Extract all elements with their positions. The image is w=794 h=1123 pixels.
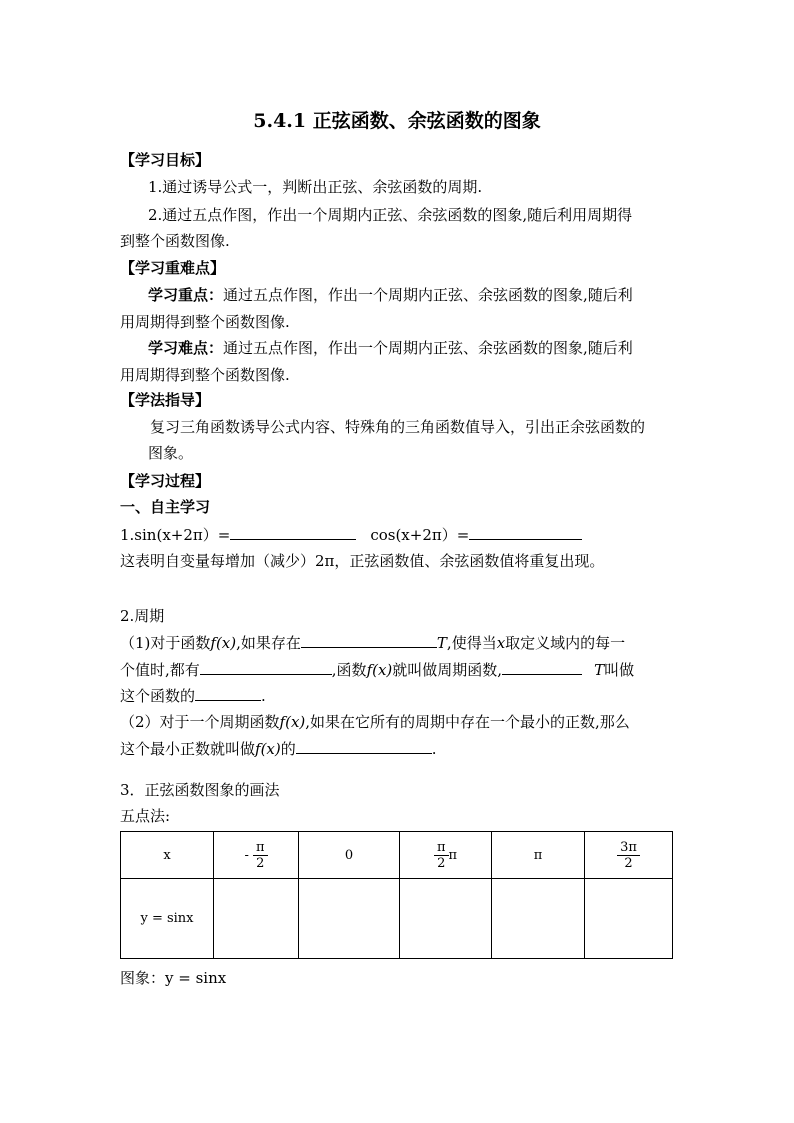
cell-pi-over-2 — [400, 832, 492, 879]
period-blank[interactable] — [195, 685, 261, 701]
q1-note: 这表明自变量每增加（减少）2π，正弦函数值、余弦函数值将重复出现。 — [120, 552, 605, 570]
page-title: 5.4.1 正弦函数、余弦函数的图象 — [253, 110, 541, 132]
p2-end: . — [431, 740, 437, 758]
difficulty-text: 通过五点作图，作出一个周期内正弦、余弦函数的图象,随后利 — [223, 339, 633, 357]
five-point-label: 五点法: — [120, 807, 171, 825]
p1-text-f: ,函数 — [331, 661, 367, 679]
cell-zero: 0 — [299, 832, 400, 879]
cell-y-2[interactable] — [299, 879, 400, 959]
period-def-line3 — [120, 685, 266, 706]
goal-item-2-line1: 2.通过五点作图，作出一个周期内正弦、余弦函数的图象,随后利用周期得 — [148, 206, 633, 224]
difficulty-line1 — [148, 338, 633, 358]
p1-text-c: ,使得当 — [446, 634, 497, 652]
difficulty-label: 学习难点： — [148, 339, 224, 357]
p1-text-a: （1)对于函数 — [120, 634, 211, 652]
focus-text: 通过五点作图，作出一个周期内正弦、余弦函数的图象,随后利 — [223, 286, 633, 304]
p2-text-d: 的 — [280, 740, 296, 758]
min-period-blank[interactable] — [296, 738, 432, 754]
goal-item-2-line2: 到整个函数图像. — [120, 232, 230, 250]
frac-den: 2 — [624, 855, 633, 871]
cell-y-4[interactable] — [492, 879, 585, 959]
neg-sign: - — [244, 847, 249, 863]
focus-line2: 用周期得到整个函数图像. — [120, 313, 290, 331]
cell-neg-pi-over-2 — [214, 832, 299, 879]
p1-end: . — [261, 687, 266, 705]
q1-line — [120, 524, 582, 545]
frac-num: π — [253, 840, 268, 856]
guide-heading: 【学法指导】 — [120, 391, 211, 409]
frac-den: 2 — [256, 855, 265, 871]
goal-item-1: 1.通过诱导公式一，判断出正弦、余弦函数的周期. — [148, 178, 483, 196]
cell-y-5[interactable] — [585, 879, 673, 959]
focus-line1 — [148, 285, 633, 305]
p2-text-c: 这个最小正数就叫做 — [120, 740, 256, 758]
p1-text-g: 就叫做周期函数, — [392, 661, 503, 679]
min-period-line2 — [120, 738, 437, 759]
cell-y-1[interactable] — [214, 879, 299, 959]
cell-pi: π — [492, 832, 585, 879]
p1-fx2: f(x) — [366, 661, 393, 679]
p1-text-b: ,如果存在 — [236, 634, 301, 652]
table-row-x — [121, 832, 673, 879]
goals-heading: 【学习目标】 — [120, 151, 211, 169]
frac-num: π — [434, 840, 449, 856]
equation-blank[interactable] — [200, 659, 332, 675]
p1-text-h: 叫做 — [604, 661, 635, 679]
sine-graph-heading: 3．正弦函数图象的画法 — [120, 781, 280, 799]
p1-text-d: 取定义域内的每一 — [505, 634, 626, 652]
q1-sin-text: 1.sin(x+2π）= — [120, 526, 231, 544]
cell-y-label: y = sinx — [121, 879, 214, 959]
nonzero-blank-2[interactable] — [502, 659, 582, 675]
pi-tail: π — [448, 847, 458, 863]
frac-pi-over-2 — [253, 840, 268, 871]
p2-text-a: （2）对于一个周期函数 — [120, 713, 280, 731]
cell-x-label: x — [121, 832, 214, 879]
guide-line1: 复习三角函数诱导公式内容、特殊角的三角函数值导入，引出正余弦函数的 — [150, 418, 646, 436]
period-def-line1 — [120, 632, 625, 653]
guide-line2: 图象。 — [148, 444, 194, 462]
process-heading: 【学习过程】 — [120, 472, 211, 490]
p2-fx2: f(x) — [255, 740, 281, 758]
p1-fx: f(x) — [210, 634, 237, 652]
five-point-table — [120, 831, 673, 959]
cell-3pi-over-2 — [585, 832, 673, 879]
nonzero-constant-blank[interactable] — [301, 632, 437, 648]
difficulty-line2: 用周期得到整个函数图像. — [120, 366, 290, 384]
p1-T2: T — [594, 661, 605, 679]
period-heading: 2.周期 — [120, 607, 165, 625]
key-points-heading: 【学习重难点】 — [120, 259, 226, 277]
frac-num: 3π — [617, 840, 640, 856]
p2-fx: f(x) — [279, 713, 306, 731]
q1-cos-blank[interactable] — [469, 524, 582, 540]
section-self-study: 一、自主学习 — [120, 498, 211, 516]
p1-text-i: 这个函数的 — [120, 687, 196, 705]
graph-label: 图象：y = sinx — [120, 969, 227, 987]
frac-pi-over-2b — [434, 840, 449, 871]
q1-sin-blank[interactable] — [230, 524, 356, 540]
period-def-line2 — [120, 659, 634, 680]
q1-cos-text: cos(x+2π）= — [370, 526, 470, 544]
frac-3pi-over-2 — [617, 840, 640, 871]
min-period-line1 — [120, 712, 630, 732]
p1-text-e: 个值时,都有 — [120, 661, 200, 679]
table-row-y — [121, 879, 673, 959]
cell-y-3[interactable] — [400, 879, 492, 959]
p2-text-b: ,如果在它所有的周期中存在一个最小的正数,那么 — [305, 713, 630, 731]
p1-x: x — [496, 634, 506, 652]
frac-den: 2 — [437, 855, 446, 871]
focus-label: 学习重点： — [148, 286, 224, 304]
p1-T: T — [436, 634, 447, 652]
